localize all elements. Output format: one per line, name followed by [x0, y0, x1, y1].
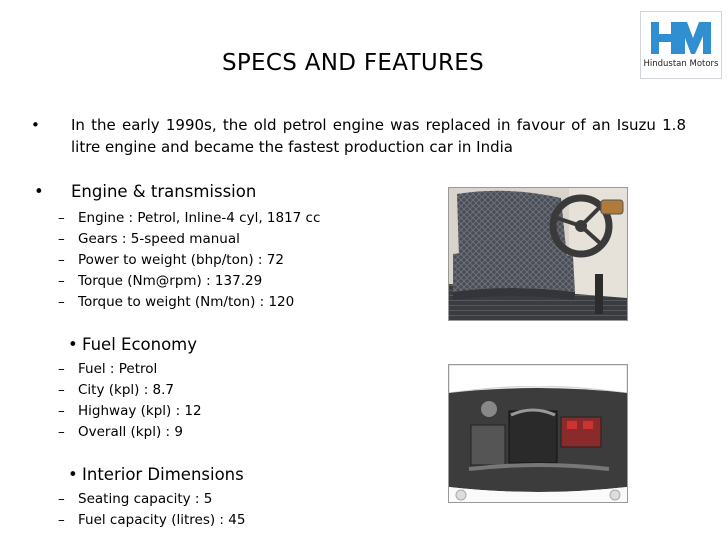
list-item: – Highway (kpl) : 12 [58, 403, 202, 419]
list-item: – Torque to weight (Nm/ton) : 120 [58, 294, 295, 310]
list-item: – Fuel capacity (litres) : 45 [58, 512, 246, 528]
engine-bullet: • [34, 182, 44, 201]
hindustan-motors-logo [640, 11, 722, 79]
list-item: – Power to weight (bhp/ton) : 72 [58, 252, 284, 268]
fuel-heading: Fuel Economy [82, 335, 198, 354]
list-item: – Fuel : Petrol [58, 361, 158, 377]
engine-heading: Engine & transmission [71, 182, 257, 201]
list-item: – Torque (Nm@rpm) : 137.29 [58, 273, 263, 289]
list-item: – Gears : 5-speed manual [58, 231, 240, 247]
list-item: – City (kpl) : 8.7 [58, 382, 175, 398]
interior-heading-row [68, 465, 244, 484]
hm-logo-icon [649, 18, 713, 58]
list-item: – Seating capacity : 5 [58, 491, 213, 507]
fuel-heading-row [68, 335, 198, 354]
intro-bullet: • [31, 116, 40, 134]
list-item: – Engine : Petrol, Inline-4 cyl, 1817 cc [58, 210, 321, 226]
interior-bullet: • [68, 465, 78, 484]
intro-text: In the early 1990s, the old petrol engine was replaced in favour of an Isuzu 1.8 litre engine and became the fastest production car in India [71, 116, 686, 156]
logo-caption: Hindustan Motors [643, 59, 719, 69]
fuel-bullet: • [68, 335, 78, 354]
slide-title: SPECS AND FEATURES [221, 50, 485, 76]
engine-heading-row [34, 182, 257, 201]
interior-heading: Interior Dimensions [82, 465, 244, 484]
intro-paragraph [31, 114, 686, 158]
engine-bay-photo [448, 364, 628, 503]
interior-photo [448, 187, 628, 321]
list-item: – Overall (kpl) : 9 [58, 424, 183, 440]
